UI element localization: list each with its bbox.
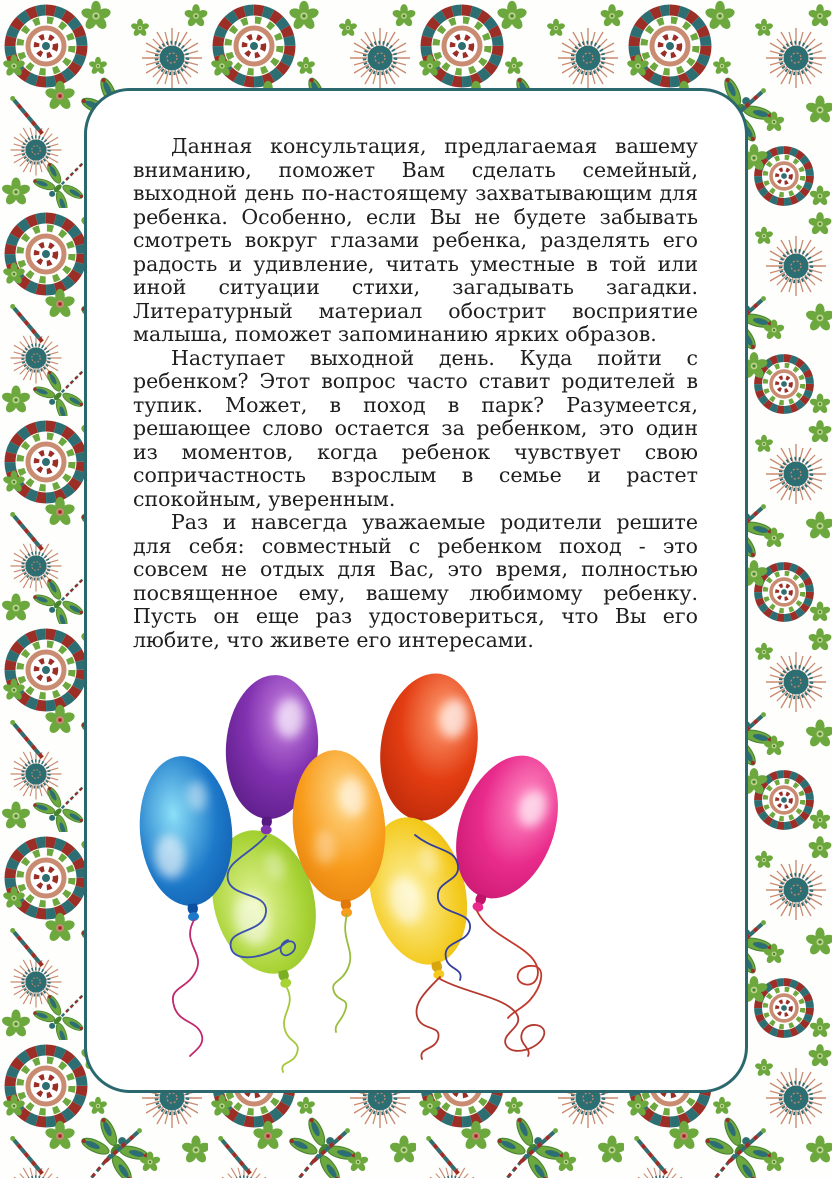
document-text [133, 135, 698, 652]
paragraph-1: Данная консультация, предлагаемая вашему вниманию, поможет Вам сделать семейный, выходной день по-настоящему захватывающим для ребенка. Особенно, если Вы не будете забывать смотреть вокруг глазами ребенка, разделять его радость и удивление, читать уместные в той или иной ситуации стихи, загадывать загадки. Литературный материал обострит восприятие малыша, поможет запоминанию ярких образов. [133, 134, 698, 346]
string-yellow-blue [416, 977, 440, 1059]
string-orange [333, 915, 350, 1032]
string-blue [173, 920, 202, 1056]
string-yellow-red [440, 979, 544, 1056]
string-green [282, 988, 298, 1072]
string-pink [477, 911, 541, 1018]
paragraph-3: Раз и навсегда уважаемые родители решите для себя: совместный с ребенком поход - это совсем не отдых для Вас, это время, полностью посвященное ему, вашему любимому ребенку. Пусть он еще раз удостовериться, что Вы его любите, что живете его интересами. [133, 510, 698, 652]
balloons-illustration [84, 648, 748, 1093]
content-card [84, 88, 748, 1093]
paragraph-2: Наступает выходной день. Куда пойти с ребенком? Этот вопрос часто ставит родителей в тупик. Может, в поход в парк? Разумеется, решающее слово остается за ребенком, это один из моментов, когда ребенок чувствует свою сопричастность взрослым в семье и растет спокойным, уверенным. [133, 345, 698, 511]
